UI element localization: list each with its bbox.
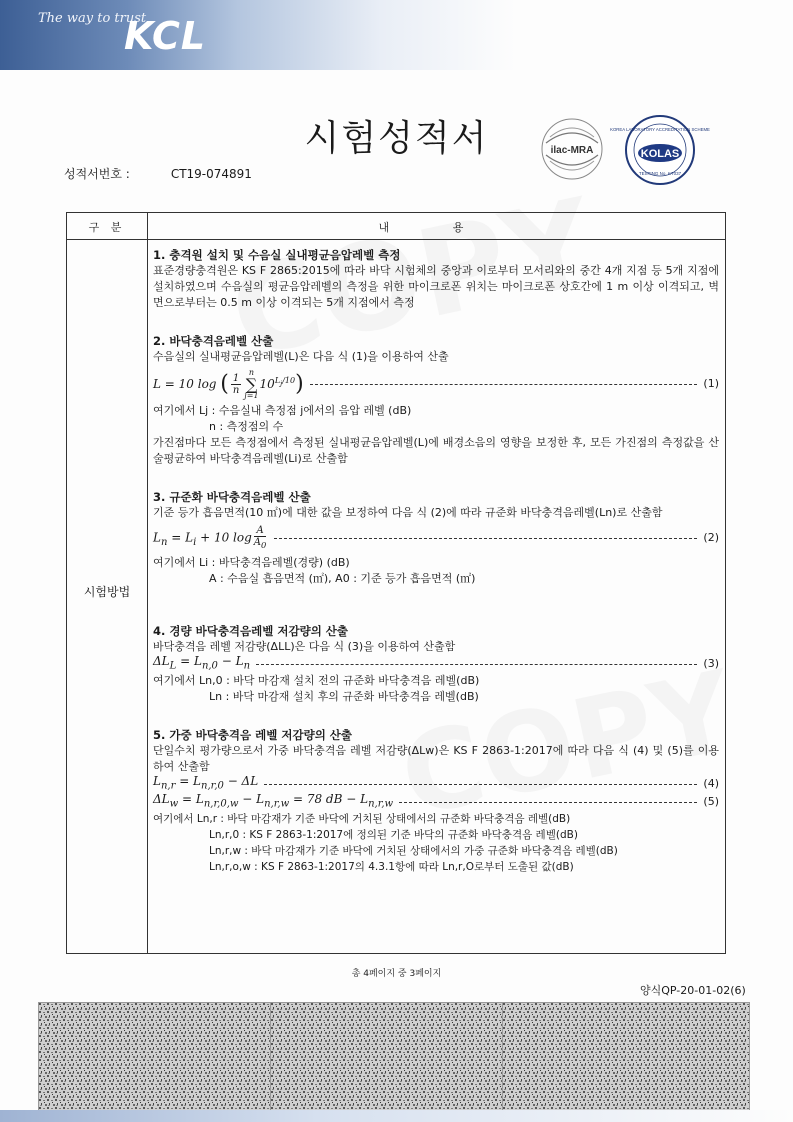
section-5-where-4: Ln,r,o,w : KS F 2863-1:2017의 4.3.1항에 따라 Ln,r,O로부터 도출된 값(dB)	[209, 861, 574, 873]
section-3-where-1: 여기에서 Li : 바닥충격음레벨(경량) (dB)	[153, 556, 350, 569]
security-pattern-block	[270, 1002, 518, 1112]
equation-2	[153, 521, 719, 555]
equation-3	[153, 655, 719, 673]
equation-4-leader	[264, 784, 697, 785]
equation-4-formula: $L_{n,r} = L_{n,r,0} - \Delta L$	[153, 774, 259, 792]
svg-text:KOLAS: KOLAS	[640, 148, 680, 160]
equation-3-number: (3)	[703, 657, 719, 670]
security-pattern-block	[38, 1002, 286, 1112]
page-count: 총 4페이지 중 3페이지	[351, 969, 442, 979]
brand-tagline: The way to trust	[38, 11, 147, 26]
form-number: 양식QP-20-01-02(6)	[640, 984, 746, 997]
equation-2-number: (2)	[703, 531, 719, 544]
equation-1-number: (1)	[703, 377, 719, 390]
section-5-title: 5. 가중 바닥충격음 레벨 저감량의 산출	[153, 728, 353, 742]
column-divider	[147, 213, 148, 953]
equation-1-leader	[310, 384, 698, 385]
equation-2-formula: $L_n = L_i + 10$ log $\frac{A}{A_0}$	[153, 525, 267, 550]
section-2-title: 2. 바닥충격음레벨 산출	[153, 334, 274, 348]
equation-4	[153, 775, 719, 793]
accreditation-logos	[540, 113, 710, 193]
equation-5-number: (5)	[703, 795, 719, 808]
row-label-test-method: 시험방법	[83, 585, 131, 599]
svg-text:ilac-MRA: ilac-MRA	[550, 145, 594, 156]
test-method-table	[66, 212, 726, 954]
section-3-title: 3. 규준화 바닥충격음레벨 산출	[153, 490, 311, 504]
section-1-body: 표준경량충격원은 KS F 2865:2015에 따라 바닥 시험체의 중앙과 이로부터 모서리와의 중간 4개 지점 등 5개 지점에 설치하였으며 수음실의 평균음압레벨의 측정을 위한 마이크로폰 위치는 마이크로폰 상호간에 1 m 이상 이격되고, 벽면으로부터는 0.5 m 이상 이격되는 5개 지점에서 측정	[153, 264, 719, 309]
certificate-number-value: CT19-074891	[170, 167, 252, 181]
section-3-body: 기준 등가 흡음면적(10 ㎡)에 대한 값을 보정하여 다음 식 (2)에 따라 규준화 바닥충격음레벨(Ln)로 산출함	[153, 506, 663, 519]
document-title: 시험성적서	[304, 118, 489, 159]
section-2-where-1: 여기에서 Lj : 수음실내 측정점 j에서의 음압 레벨 (dB)	[153, 404, 412, 417]
section-5-where-3: Ln,r,w : 바닥 마감재가 기준 바닥에 거치된 상태에서의 가중 규준화 바닥충격음 레벨(dB)	[209, 845, 618, 857]
certificate-number	[64, 165, 252, 182]
column-header-contents: 내 용	[378, 221, 494, 234]
section-3-where-2: A : 수음실 흡음면적 (㎡), A0 : 기준 등가 흡음면적 (㎡)	[209, 572, 476, 585]
equation-5-formula: $\Delta L_w = L_{n,r,0,w} - L_{n,r,w} = 78$ dB − $L_{n,r,w}$	[153, 792, 394, 810]
footer-strip	[0, 1110, 793, 1122]
section-2-body: 가진점마다 모든 측정점에서 측정된 실내평균음압레벨(L)에 배경소음의 영향을 보정한 후, 모든 가진점의 측정값을 산술평균하여 바닥충격음레벨(Li)로 산출함	[153, 436, 719, 465]
equation-4-number: (4)	[703, 777, 719, 790]
method-contents	[153, 247, 719, 875]
security-pattern-block	[502, 1002, 750, 1112]
accreditation-logos-graphic	[540, 113, 710, 189]
equation-1	[153, 365, 719, 403]
section-1-title: 1. 충격원 설치 및 수음실 실내평균음압레벨 측정	[153, 248, 401, 262]
equation-1-formula: L = 10 log ( $\frac{1}{n}$ n ∑ j=1 $10^{L_j/10}$)	[153, 367, 304, 400]
section-5-where-1: 여기에서 Ln,r : 바닥 마감재가 기준 바닥에 거치된 상태에서의 규준화 바닥충격음 레벨(dB)	[153, 813, 571, 825]
section-5-body: 단일수치 평가량으로서 가중 바닥충격음 레벨 저감량(ΔLw)은 KS F 2863-1:2017에 따라 다음 식 (4) 및 (5)를 이용하여 산출함	[153, 744, 719, 773]
equation-5	[153, 793, 719, 811]
kcl-logo: KCL	[124, 14, 207, 58]
section-2-intro: 수음실의 실내평균음압레벨(L)은 다음 식 (1)을 이용하여 산출	[153, 350, 449, 363]
ilac-mra-logo	[542, 119, 602, 179]
section-4-title: 4. 경량 바닥충격음레벨 저감량의 산출	[153, 624, 349, 638]
equation-3-formula: $\Delta L_L = L_{n,0} - L_n$	[153, 654, 251, 672]
column-header-category: 구 분	[88, 221, 126, 234]
kolas-logo	[610, 116, 710, 184]
equation-3-leader	[256, 664, 697, 665]
equation-5-leader	[399, 802, 697, 803]
section-4-where-2: Ln : 바닥 마감재 설치 후의 규준화 바닥충격음 레벨(dB)	[209, 690, 479, 703]
section-5-where-2: Ln,r,0 : KS F 2863-1:2017에 정의된 기준 바닥의 규준화 바닥충격음 레벨(dB)	[209, 829, 578, 841]
section-4-body: 바닥충격음 레벨 저감량(ΔLL)은 다음 식 (3)을 이용하여 산출함	[153, 640, 456, 653]
section-4-where-1: 여기에서 Ln,0 : 바닥 마감재 설치 전의 규준화 바닥충격음 레벨(dB)	[153, 674, 480, 687]
equation-2-leader	[274, 538, 697, 539]
section-2-where-2: n : 측정점의 수	[209, 420, 284, 433]
certificate-number-label: 성적서번호 :	[64, 167, 130, 181]
svg-text:TESTING No. KT037: TESTING No. KT037	[638, 171, 682, 176]
svg-text:KOREA LABORATORY ACCREDITATION: KOREA LABORATORY ACCREDITATION SCHEME	[610, 127, 710, 132]
